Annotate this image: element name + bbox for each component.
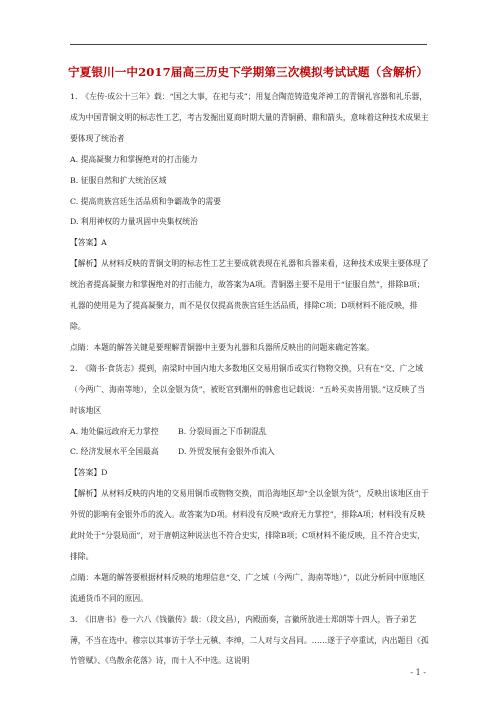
- header-rule: [70, 44, 427, 45]
- question-1-note: 点睛：本题的解答关键是要理解青铜器中主要为礼器和兵器所反映出的问题来确定答案。: [70, 342, 375, 352]
- question-2-option-c: C. 经济发展水平全国最高: [70, 447, 159, 457]
- question-2-stem: 2. 《隋书·食货志》提到，南梁时中国内地大多数地区交易用铜币或实行物物交换，只有在“交、广之域（今两广、海南等地），全以金银为货”，被贬官到潮州的韩愈也记载说：“五岭买卖皆用银。”这反映了当时该地区: [70, 363, 426, 415]
- question-2-note: 点睛：本题的解答要根据材料反映的地理信息“交、广之域（今两广、海南等地）”，以此分析同中原地区流通货币不同的原因。: [70, 572, 425, 603]
- page-title: 宁夏银川一中2017届高三历史下学期第三次模拟考试试题（含解析）: [67, 65, 429, 79]
- question-2-analysis: 【解析】从材料反映的内地的交易用铜币或物物交换，而沿海地区却“全以金银为货”，反映出该地区由于外贸的影响有金银外币的流入。故答案为D项。材料没有反映“政府无力掌控”，排除A项；材料没有反映此时处于“分裂局面”，对于唐朝这种说法也不符合史实，排除B项；C项材料不能反映，且不符合史实，排除。: [70, 489, 429, 561]
- question-2-options-row-1: [70, 422, 430, 443]
- question-1-option-a: A. 提高凝聚力和掌握绝对的打击能力: [70, 154, 198, 164]
- question-2-option-b: B. 分裂局面之下币制混乱: [178, 426, 267, 436]
- page-number: - 1 -: [410, 668, 426, 677]
- question-2-option-d: D. 外贸发展有金银外币流入: [178, 447, 275, 457]
- question-2-option-a: A. 地处偏远政府无力掌控: [70, 426, 159, 436]
- question-1-answer: 【答案】A: [70, 238, 107, 248]
- question-2-options-row-2: [70, 442, 430, 463]
- question-1-stem: 1. 《左传·成公十三年》载：“国之大事，在祀与戎”；用复合陶范铸造鬼斧神工的青铜礼容器和礼乐器，成为中国青铜文明的标志性工艺，考古发掘出夏商时期大量的青铜爵、鼎和箭头，意味着这种技术成果主要体现了统治者: [70, 92, 429, 143]
- question-3-stem: 3. 《旧唐书》卷一六八《钱徽传》载：（段文昌），内殿面奏，言徽所放进士郑朗等十四人，皆子弟艺薄，不当在选中。穆宗以其事访于学士元稹、李绅，二人对与文昌同。……遂于子亭重试，内出题目《孤竹管赋》、《鸟散余花落》诗，而十人不中选。这说明: [70, 614, 429, 666]
- question-2-answer: 【答案】D: [70, 468, 108, 478]
- question-1-option-b: B. 征服自然和扩大统治区域: [70, 175, 167, 185]
- question-1-option-d: D. 利用神权的力量巩固中央集权统治: [70, 217, 198, 227]
- question-1-option-c: C. 提高贵族宫廷生活品质和争霸战争的需要: [70, 196, 221, 206]
- question-1-analysis: 【解析】从材料反映的青铜文明的标志性工艺主要成就表现在礼器和兵器来看，这种技术成果主要体现了统治者提高凝聚力和掌握绝对的打击能力，故答案为A项。青铜器主要不是用于“征服自然”，排除B项；礼器的使用是为了提高凝聚力，而不是仅仅提高贵族宫廷生活品质，排除C项；D项材料不能反映，排除。: [70, 259, 429, 331]
- document-body: [70, 87, 430, 672]
